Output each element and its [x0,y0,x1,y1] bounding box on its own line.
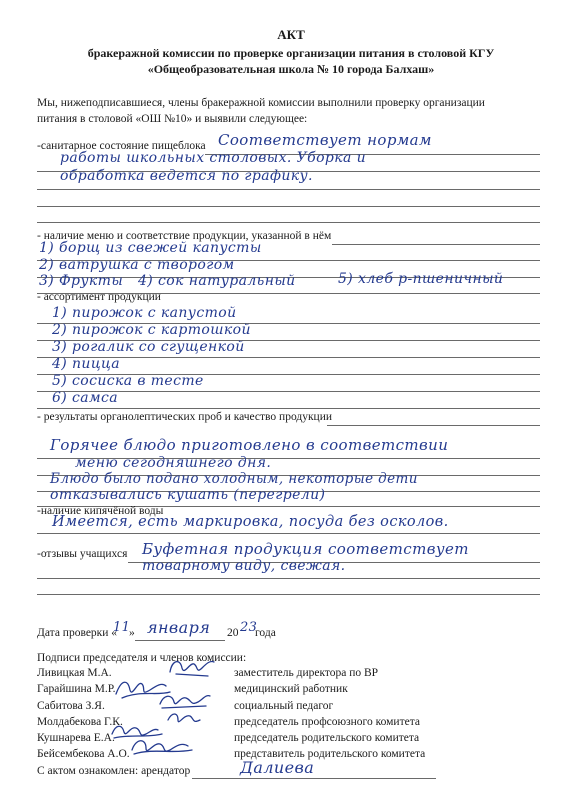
reviews-hw-2: товарному виду, свежая. [142,558,346,574]
rule [192,778,436,779]
member-name: Бейсембекова А.О. [37,748,130,760]
tenant-label: С актом ознакомлен: арендатор [37,765,191,777]
rule [327,425,540,426]
rule [37,578,540,579]
assortment-item: 1) пирожок с капустой [52,305,237,321]
rule [37,533,540,534]
rule [135,640,225,641]
rule [37,594,540,595]
reviews-hw-1: Буфетная продукция соответствует [142,540,469,558]
date-day: 11 [113,620,131,635]
rule [37,408,540,409]
results-hw-1: Горячее блюдо приготовлено в соответствии [50,436,449,454]
member-name: Молдабекова Г.К. [37,716,123,728]
menu-hw-3c: 5) хлеб р-пшеничный [338,271,504,287]
menu-hw-1: 1) борщ из свежей капусты [39,240,262,256]
rule [332,244,540,245]
member-role: социальный педагог [234,700,334,712]
results-hw-2: меню сегодняшнего дня. [75,455,272,471]
assortment-label: - ассортимент продукции [37,291,161,303]
reviews-label: -отзывы учащихся [37,548,128,560]
menu-hw-2: 2) ватрушка с творогом [39,257,235,273]
water-hw-1: Имеется, есть маркировка, посуда без осколов. [52,514,449,530]
member-name: Сабитова З.Я. [37,700,105,712]
results-label: - результаты органолептических проб и качество продукции [37,411,333,423]
member-role: председатель профсоюзного комитета [234,716,420,728]
date-prefix: Дата проверки « [37,627,118,639]
sanitary-hw-3: обработка ведется по графику. [60,168,313,184]
rule [37,189,540,190]
date-year-prefix: 20 [227,627,239,639]
doc-subtitle-2: «Общеобразовательная школа № 10 города Балхаш» [147,62,435,76]
intro-line-1: Мы, нижеподписавшиеся, члены бракеражной комиссии выполнили проверку организации [37,97,485,109]
results-hw-4: отказывались кушать (перегрели) [50,487,326,503]
doc-title: АКТ [277,27,305,42]
rule [37,222,540,223]
tenant-signature: Далиева [240,758,315,777]
doc-subtitle-1: бракеражной комиссии по проверке организации питания в столовой КГУ [87,46,495,60]
water-label: -наличие кипячёной воды [37,505,164,517]
member-role: представитель родительского комитета [234,748,426,760]
assortment-item: 4) пицца [52,356,120,372]
date-mid: » [129,627,135,639]
member-name: Гарайшина М.Р. [37,683,116,695]
member-role: заместитель директора по ВР [234,667,379,679]
results-hw-3: Блюдо было подано холодным, некоторые дети [50,471,418,487]
date-suffix: года [255,627,276,639]
menu-hw-3b: 4) сок натуральный [138,273,296,289]
menu-hw-3a: 3) Фрукты [39,273,124,289]
assortment-item: 6) самса [52,390,119,406]
sanitary-label: -санитарное состояние пищеблока [37,140,206,152]
rule [37,206,540,207]
sanitary-hw-1: Соответствует нормам [218,131,432,149]
assortment-item: 2) пирожок с картошкой [52,322,251,338]
sanitary-hw-2: работы школьных столовых. Уборка и [60,150,367,166]
date-year-suffix: 23 [240,620,258,635]
date-month: января [147,618,211,637]
assortment-item: 3) рогалик со сгущенкой [52,339,245,355]
menu-label: - наличие меню и соответствие продукции, указанной в нём [37,230,332,242]
member-role: медицинский работник [234,683,348,695]
member-role: председатель родительского комитета [234,732,420,744]
signatures-scribble [110,650,230,765]
assortment-item: 5) сосиска в тесте [52,373,204,389]
member-name: Ливицкая М.А. [37,667,112,679]
signatures-heading: Подписи председателя и членов комиссии: [37,652,247,664]
intro-line-2: питания в столовой «ОШ №10» и выявили следующее: [37,113,308,125]
member-name: Кушнарева Е.А. [37,732,115,744]
